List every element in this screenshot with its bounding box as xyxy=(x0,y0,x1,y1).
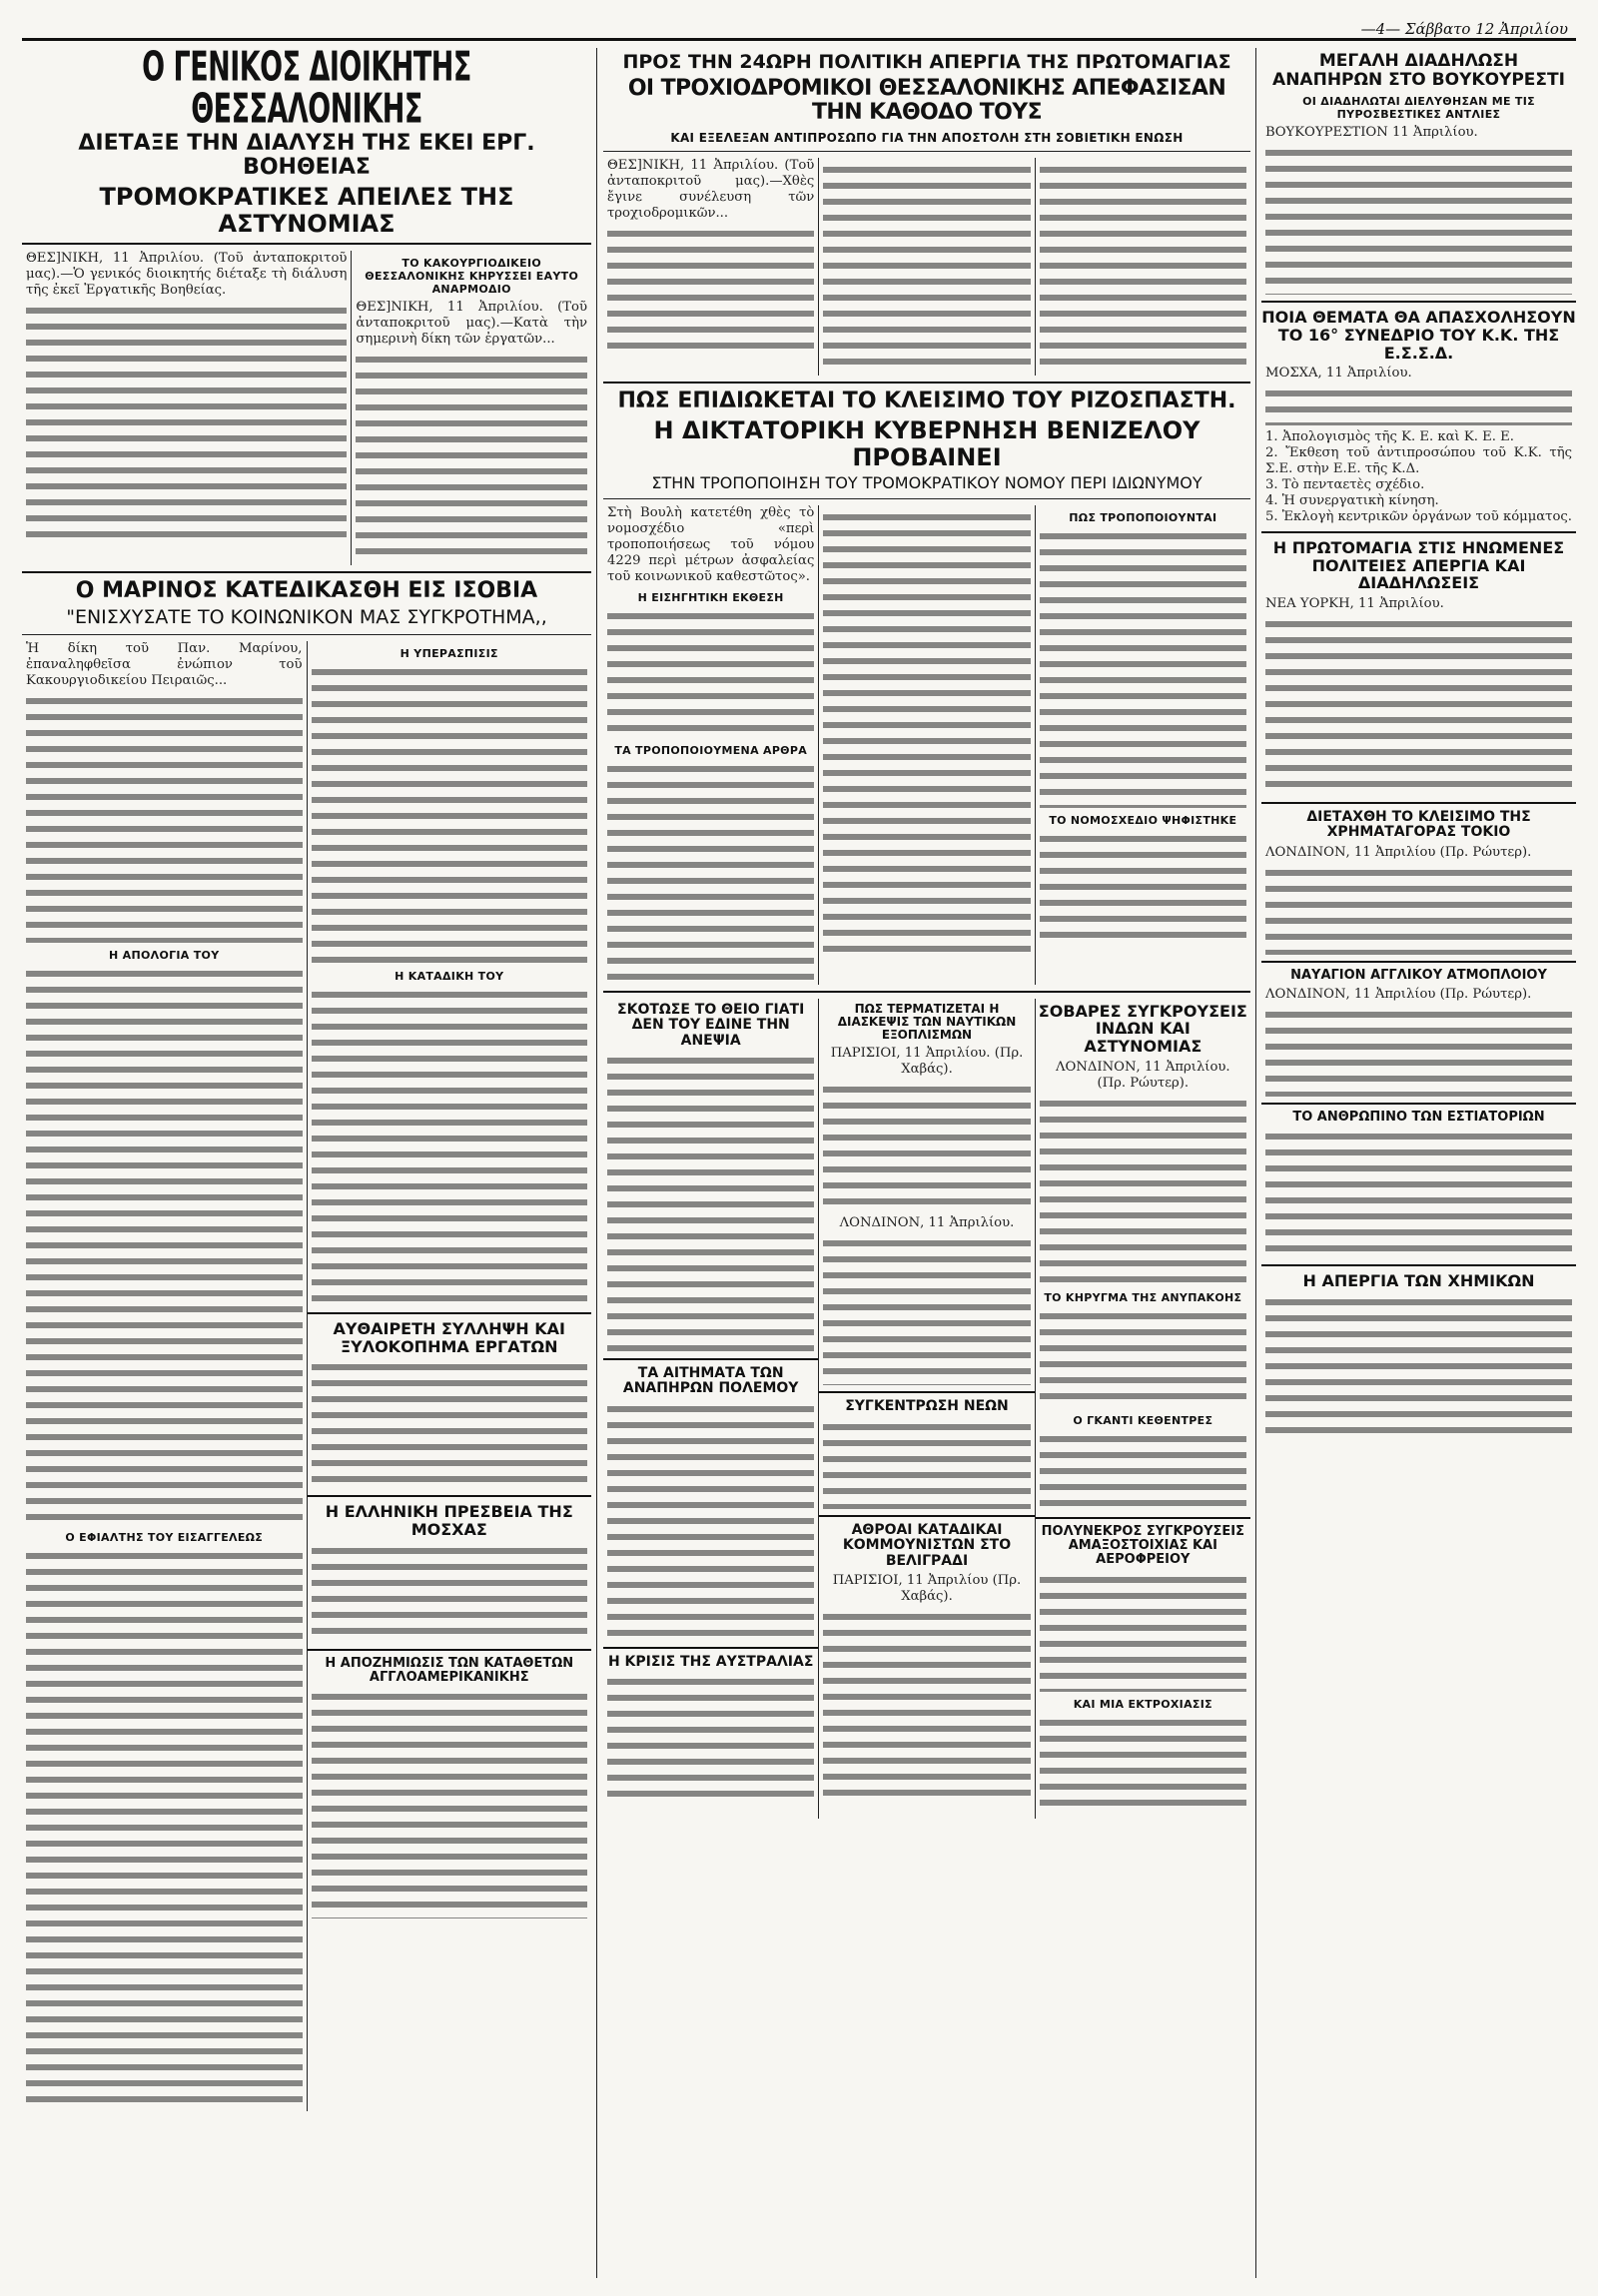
congress-item: 1. Ἀπολογισμὸς τῆς Κ. Ε. καὶ Κ. Ε. Ε. xyxy=(1265,429,1514,445)
article-text-block xyxy=(312,1689,588,1918)
subhead-conviction: Η ΚΑΤΑΔΙΚΗ ΤΟΥ xyxy=(395,970,504,984)
headline-youth: ΣΥΓΚΕΝΤΡΩΣΗ ΝΕΩΝ xyxy=(845,1398,1009,1415)
kicker-mayday-strike: ΠΡΟΣ ΤΗΝ 24ΩΡΗ ΠΟΛΙΤΙΚΗ ΑΠΕΡΓΙΑ ΤΗΣ ΠΡΩΤΟΜΑΓΙΑΣ xyxy=(622,51,1231,73)
article-text-block xyxy=(1265,1129,1572,1258)
naval-dateline: ΠΑΡΙΣΙΟΙ, 11 Ἀπριλίου. (Πρ. Χαβάς). xyxy=(830,1046,1024,1078)
article-text-block xyxy=(312,987,588,1306)
congress-item: 2. Ἔκθεση τοῦ ἀντιπροσώπου τοῦ Κ.Κ. τῆς Σ.Ε. στὴν Ε.Ε. τῆς Κ.Δ. xyxy=(1265,445,1572,477)
headline-restaurants: ΤΟ ΑΝΘΡΩΠΙΝΟ ΤΩΝ ΕΣΤΙΑΤΟΡΙΩΝ xyxy=(1292,1110,1545,1126)
london-dateline: ΛΟΝΔΙΝΟΝ, 11 Ἀπριλίου. xyxy=(839,1215,1015,1231)
article-text-block xyxy=(312,1359,588,1489)
article-text-block xyxy=(1265,385,1572,425)
masthead-rule xyxy=(22,20,1576,41)
subhead-amended: ΠΩΣ ΤΡΟΠΟΠΟΙΟΥΝΤΑΙ xyxy=(1069,510,1217,524)
headline-train-crash: ΠΟΛΥΝΕΚΡΟΣ ΣΥΓΚΡΟΥΣΕΙΣ ΑΜΑΞΟΣΤΟΙΧΙΑΣ ΚΑΙ ΑΕΡΟΦΡΕΙΟΥ xyxy=(1041,1523,1244,1568)
divider xyxy=(603,498,1250,499)
right-column xyxy=(1261,48,1576,2278)
article-text-block xyxy=(1265,1007,1572,1097)
columns xyxy=(22,48,1576,2278)
article-text-block xyxy=(607,226,814,356)
article-text-block xyxy=(1040,162,1246,372)
marinos-text: Ἡ δίκη τοῦ Παν. Μαρίνου, ἐπαναληφθεῖσα ἐνώπιον τοῦ Κακουργιοδικείου Πειραιῶς... xyxy=(26,641,303,689)
headline-arrest: ΑΥΘΑΙΡΕΤΗ ΣΥΛΛΗΨΗ ΚΑΙ ΞΥΛΟΚΟΠΗΜΑ ΕΡΓΑΤΩΝ xyxy=(333,1319,565,1356)
headline-naval: ΠΩΣ ΤΕΡΜΑΤΙΖΕΤΑΙ Η ΔΙΑΣΚΕΨΙΣ ΤΩΝ ΝΑΥΤΙΚΩΝ ΕΞΟΠΛΙΣΜΩΝ xyxy=(837,1001,1017,1043)
article-text-block xyxy=(26,1548,303,2107)
article-text-block xyxy=(1040,1715,1246,1815)
column-rule xyxy=(596,48,597,2278)
divider xyxy=(308,1495,592,1497)
divider xyxy=(819,1515,1034,1517)
article-text-block xyxy=(1040,1572,1246,1692)
tram-lead: ΘΕΣ]ΝΙΚΗ, 11 Ἀπριλίου. (Τοῦ ἀνταποκριτοῦ μας).—Χθὲς ἔγινε συνέλευση τῶν τροχιοδρομικῶν... xyxy=(607,158,815,222)
article-text-block xyxy=(607,1053,814,1352)
divider xyxy=(22,243,591,245)
rizospastis-text: Στὴ Βουλὴ κατετέθη χθὲς τὸ νομοσχέδιο «περὶ τροποποιήσεως τοῦ νόμου 4229 περὶ μέτρων ἀσφαλείας τοῦ κοινωνικοῦ καθεστῶτος». xyxy=(607,504,815,584)
headline-dissolution: ΔΙΕΤΑΞΕ ΤΗΝ ΔΙΑΛΥΣΗ ΤΗΣ ΕΚΕΙ ΕΡΓ. ΒΟΗΘΕΙΑΣ xyxy=(78,131,535,181)
ny-dateline: ΝΕΑ ΥΟΡΚΗ, 11 Ἀπριλίου. xyxy=(1265,595,1444,611)
headline-marinos-quote: "ΕΝΙΣΧΥΣΑΤΕ ΤΟ ΚΟΙΝΩΝΙΚΟΝ ΜΑΣ ΣΥΓΚΡΟΤΗΜΑ,, xyxy=(66,606,547,629)
article-text-block xyxy=(607,608,814,738)
governor-lead: ΘΕΣ]ΝΙΚΗ, 11 Ἀπριλίου. (Τοῦ ἀνταποκριτοῦ μας).—Ὁ γενικός διοικητής διέταξε τὴ διάλυση τῆς ἐκεῖ Ἐργατικῆς Βοηθείας. xyxy=(26,251,348,299)
subhead-prosecutor: Ο ΕΦΙΑΛΤΗΣ ΤΟΥ ΕΙΣΑΓΓΕΛΕΩΣ xyxy=(65,1531,264,1545)
headline-rizospastis: ΠΩΣ ΕΠΙΔΙΩΚΕΤΑΙ ΤΟ ΚΛΕΙΣΙΜΟ ΤΟΥ ΡΙΖΟΣΠΑΣΤΗ. xyxy=(617,388,1236,414)
divider xyxy=(603,151,1250,152)
left-column xyxy=(22,48,591,2278)
article-text-block xyxy=(26,303,347,542)
divider xyxy=(1261,802,1576,804)
article-text-block xyxy=(1265,145,1572,295)
article-text-block xyxy=(312,664,588,964)
subhead-gandhi: Ο ΓΚΑΝΤΙ ΚΕΘΕΝΤΡΕΣ xyxy=(1073,1413,1213,1427)
subhead-disobedience: ΤΟ ΚΗΡΥΓΜΑ ΤΗΣ ΑΝΥΠΑΚΟΗΣ xyxy=(1044,1290,1242,1304)
headline-governor: Ο ΓΕΝΙΚΟΣ ΔΙΟΙΚΗΤΗΣ ΘΕΣΣΑΛΟΝΙΚΗΣ xyxy=(142,48,471,133)
article-text-block xyxy=(1265,1294,1572,1434)
congress-item: 5. Ἐκλογὴ κεντρικῶν ὀργάνων τοῦ κόμματος. xyxy=(1265,509,1572,525)
subhead-court: ΤΟ ΚΑΚΟΥΡΓΙΟΔΙΚΕΙΟ ΘΕΣΣΑΛΟΝΙΚΗΣ ΚΗΡΥΣΣΕΙ ΕΑΥΤΟ ΑΝΑΡΜΟΔΙΟ xyxy=(365,257,579,297)
subhead-voted: ΤΟ ΝΟΜΟΣΧΕΔΙΟ ΨΗΦΙΣΤΗΚΕ xyxy=(1049,813,1237,827)
headline-australia: Η ΚΡΙΣΙΣ ΤΗΣ ΑΥΣΤΡΑΛΙΑΣ xyxy=(607,1653,814,1670)
divider xyxy=(1261,961,1576,963)
divider xyxy=(819,1391,1034,1393)
divider xyxy=(603,1647,818,1649)
article-text-block xyxy=(823,1609,1030,1799)
headline-deposits: Η ΑΠΟΖΗΜΙΩΣΙΣ ΤΩΝ ΚΑΤΑΘΕΤΩΝ ΑΓΓΛΟΑΜΕΡΙΚΑΝΙΚΗΣ xyxy=(325,1655,574,1685)
divider xyxy=(603,1358,818,1360)
congress-item: 4. Ἡ συνεργατικὴ κίνηση. xyxy=(1265,493,1439,509)
divider xyxy=(1261,1264,1576,1266)
moscow-dateline: ΜΟΣΧΑ, 11 Ἀπριλίου. xyxy=(1265,366,1412,382)
divider xyxy=(1261,1103,1576,1105)
divider xyxy=(22,634,591,635)
article-text-block xyxy=(823,1082,1030,1211)
headline-chemists: Η ΑΠΕΡΓΙΑ ΤΩΝ ΧΗΜΙΚΩΝ xyxy=(1302,1271,1535,1291)
article-text-block xyxy=(607,1674,814,1804)
subhead-apologia: Η ΑΠΟΛΟΓΙΑ ΤΟΥ xyxy=(109,949,220,963)
article-text-block xyxy=(1265,616,1572,796)
congress-item: 3. Τὸ πενταετὲς σχέδιο. xyxy=(1265,477,1425,493)
divider xyxy=(308,1312,592,1314)
deck-bucharest: ΟΙ ΔΙΑΔΗΛΩΤΑΙ ΔΙΕΛΥΘΗΣΑΝ ΜΕ ΤΙΣ ΠΥΡΟΣΒΕΣΤΙΚΕΣ ΑΝΤΛΙΕΣ xyxy=(1302,95,1535,122)
article-text-block xyxy=(1040,1308,1246,1408)
divider xyxy=(22,571,591,573)
article-text-block xyxy=(1040,831,1246,941)
belgrade-dateline: ΠΑΡΙΣΙΟΙ, 11 Ἀπριλίου (Πρ. Χαβάς). xyxy=(832,1572,1022,1604)
article-text-block xyxy=(26,693,303,943)
headline-embassy: Η ΕΛΛΗΝΙΚΗ ΠΡΕΣΒΕΙΑ ΤΗΣ ΜΟΣΧΑΣ xyxy=(325,1502,573,1540)
headline-tokyo: ΔΙΕΤΑΧΘΗ ΤΟ ΚΛΕΙΣΙΜΟ ΤΗΣ ΧΡΗΜΑΤΑΓΟΡΑΣ ΤΟΚΙΟ xyxy=(1306,808,1531,841)
bucharest-dateline: ΒΟΥΚΟΥΡΕΣΤΙΟΝ 11 Ἀπριλίου. xyxy=(1265,125,1478,141)
page-folio: —4— Σάββατο 12 Ἀπριλίου xyxy=(1360,20,1568,38)
headline-belgrade: ΑΘΡΟΑΙ ΚΑΤΑΔΙΚΑΙ ΚΟΜΜΟΥΝΙΣΤΩΝ ΣΤΟ ΒΕΛΙΓΡΑΔΙ xyxy=(842,1521,1012,1569)
headline-tram-workers: ΟΙ ΤΡΟΧΙΟΔΡΟΜΙΚΟΙ ΘΕΣΣΑΛΟΝΙΚΗΣ ΑΠΕΦΑΣΙΣΑΝ ΤΗΝ ΚΑΘΟΔΟ ΤΟΥΣ xyxy=(627,75,1226,126)
headline-marinos: Ο ΜΑΡΙΝΟΣ ΚΑΤΕΔΙΚΑΣΘΗ ΕΙΣ ΙΣΟΒΙΑ xyxy=(75,578,538,604)
headline-uncle: ΣΚΟΤΩΣΕ ΤΟ ΘΕΙΟ ΓΙΑΤΙ ΔΕΝ ΤΟΥ ΕΔΙΝΕ ΤΗΝ ΑΝΕΨΙΑ xyxy=(617,1001,805,1049)
article-text-block xyxy=(26,966,303,1525)
center-columns xyxy=(603,48,1250,2278)
court-text: ΘΕΣ]ΝΙΚΗ, 11 Ἀπριλίου. (Τοῦ ἀνταποκριτοῦ μας).—Κατὰ τὴν σημερινὴ δίκη τῶν ἐργατῶν... xyxy=(356,300,587,348)
india-dateline: ΛΟΝΔΙΝΟΝ, 11 Ἀπριλίου. (Πρ. Ρώυτερ). xyxy=(1055,1059,1230,1091)
deck-delegate: ΚΑΙ ΕΞΕΛΕΞΑΝ ΑΝΤΙΠΡΟΣΩΠΟ ΓΙΑ ΤΗΝ ΑΠΟΣΤΟΛΗ ΣΤΗ ΣΟΒΙΕΤΙΚΗ ΕΝΩΣΗ xyxy=(670,131,1184,146)
shipwreck-dateline: ΛΟΝΔΙΝΟΝ, 11 Ἀπριλίου (Πρ. Ρώυτερ). xyxy=(1265,987,1532,1003)
article-text-block xyxy=(823,1419,1030,1509)
article-text-block xyxy=(1040,1431,1246,1511)
article-text-block xyxy=(607,761,814,981)
headline-invalids: ΤΑ ΑΙΤΗΜΑΤΑ ΤΩΝ ΑΝΑΠΗΡΩΝ ΠΟΛΕΜΟΥ xyxy=(622,1365,799,1397)
subhead-derailment: ΚΑΙ ΜΙΑ ΕΚΤΡΟΧΙΑΣΙΣ xyxy=(1073,1697,1212,1711)
divider xyxy=(603,382,1250,383)
subhead-report: Η ΕΙΣΗΓΗΤΙΚΗ ΕΚΘΕΣΗ xyxy=(637,590,784,604)
article-text-block xyxy=(1265,865,1572,955)
divider xyxy=(1261,301,1576,303)
divider xyxy=(1261,531,1576,533)
column-rule xyxy=(1255,48,1256,2278)
subhead-articles: ΤΑ ΤΡΟΠΟΠΟΙΟΥΜΕΝΑ ΑΡΘΡΑ xyxy=(614,743,808,757)
article-text-block xyxy=(823,162,1030,372)
article-text-block xyxy=(1040,1096,1246,1285)
headline-idionymo: ΣΤΗΝ ΤΡΟΠΟΠΟΙΗΣΗ ΤΟΥ ΤΡΟΜΟΚΡΑΤΙΚΟΥ ΝΟΜΟΥ ΠΕΡΙ ΙΔΙΩΝΥΜΟΥ xyxy=(651,473,1202,493)
divider xyxy=(603,991,1250,993)
divider xyxy=(1036,1517,1250,1519)
headline-india: ΣΟΒΑΡΕΣ ΣΥΓΚΡΟΥΣΕΙΣ ΙΝΔΩΝ ΚΑΙ ΑΣΤΥΝΟΜΙΑΣ xyxy=(1038,1001,1247,1057)
headline-venizelos: Η ΔΙΚΤΑΤΟΡΙΚΗ ΚΥΒΕΡΝΗΣΗ ΒΕΝΙΖΕΛΟΥ ΠΡΟΒΑΙΝΕΙ xyxy=(653,416,1200,471)
tokyo-dateline: ΛΟΝΔΙΝΟΝ, 11 Ἀπριλίου (Πρ. Ρώυτερ). xyxy=(1265,844,1532,860)
divider xyxy=(308,1649,592,1651)
article-text-block xyxy=(1040,528,1246,808)
headline-bucharest: ΜΕΓΑΛΗ ΔΙΑΔΗΛΩΣΗ ΑΝΑΠΗΡΩΝ ΣΤΟ ΒΟΥΚΟΥΡΕΣΤΙ xyxy=(1272,51,1565,90)
subhead-defense: Η ΥΠΕΡΑΣΠΙΣΙΣ xyxy=(400,647,498,661)
article-text-block xyxy=(823,509,1030,959)
article-text-block xyxy=(823,1235,1030,1385)
headline-police-threats: ΤΡΟΜΟΚΡΑΤΙΚΕΣ ΑΠΕΙΛΕΣ ΤΗΣ ΑΣΤΥΝΟΜΙΑΣ xyxy=(99,183,514,238)
article-text-block xyxy=(607,1401,814,1641)
article-text-block xyxy=(356,352,587,561)
headline-mayday-usa: Η ΠΡΩΤΟΜΑΓΙΑ ΣΤΙΣ ΗΝΩΜΕΝΕΣ ΠΟΛΙΤΕΙΕΣ ΑΠΕΡΓΙΑ ΚΑΙ ΔΙΑΔΗΛΩΣΕΙΣ xyxy=(1272,538,1565,593)
headline-shipwreck: ΝΑΥΑΓΙΟΝ ΑΓΓΛΙΚΟΥ ΑΤΜΟΠΛΟΙΟΥ xyxy=(1290,967,1547,983)
article-text-block xyxy=(312,1543,588,1643)
headline-congress: ΠΟΙΑ ΘΕΜΑΤΑ ΘΑ ΑΠΑΣΧΟΛΗΣΟΥΝ ΤΟ 16° ΣΥΝΕΔΡΙΟ ΤΟΥ Κ.Κ. ΤΗΣ Ε.Σ.Σ.Δ. xyxy=(1261,308,1576,363)
